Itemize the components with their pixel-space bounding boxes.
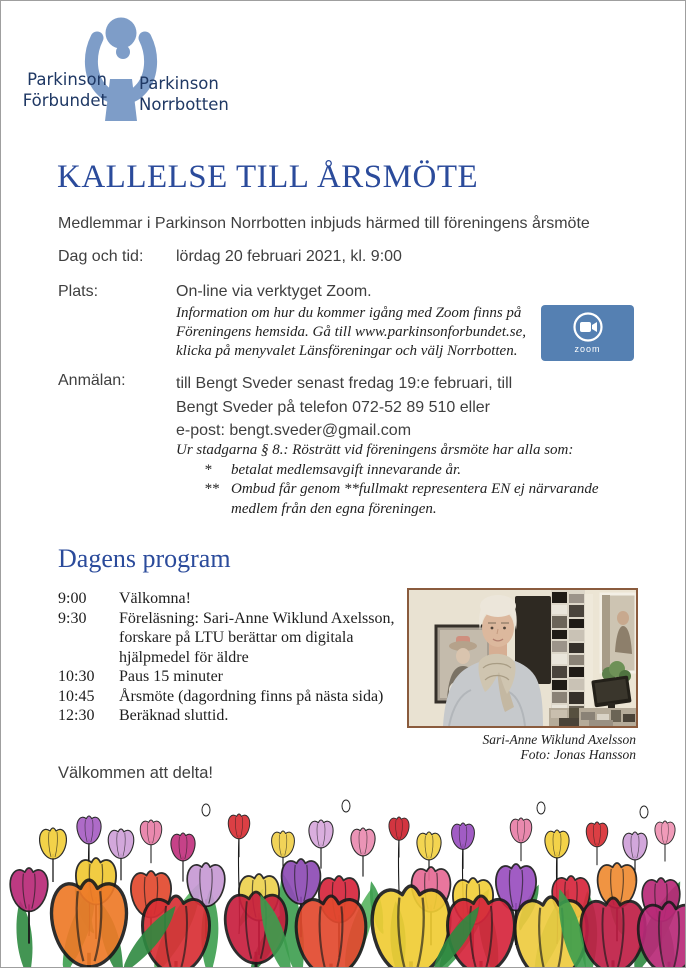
curtain — [551, 590, 585, 726]
program-time: 9:30 — [58, 609, 87, 627]
zoom-instructions-line2: Föreningens hemsida. Gå till www.parkinsonforbundet.se, — [176, 324, 526, 340]
statutes-item-text: betalat medlemsavgift innevarande år. — [231, 461, 461, 478]
photo-caption-name: Sari-Anne Wiklund Axelsson — [482, 732, 636, 747]
program-text: Paus 15 minuter — [119, 668, 223, 685]
signup-line2: Bengt Sveder på telefon 072-52 89 510 eller — [176, 398, 491, 416]
portrait-photo — [407, 588, 638, 728]
place-value: On-line via verktyget Zoom. — [176, 283, 372, 300]
logo-text-forbundet — [19, 69, 107, 111]
logo-left-line1: Parkinson — [27, 70, 107, 89]
signup-label: Anmälan: — [58, 372, 126, 389]
date-label: Dag och tid: — [58, 248, 144, 265]
program-row — [58, 589, 408, 609]
statutes-item — [204, 480, 628, 519]
zoom-instructions-line1: Information om hur du kommer igång med Zoom finns på — [176, 305, 522, 321]
program-row — [58, 667, 408, 687]
program-text: Beräknad sluttid. — [119, 707, 229, 724]
parkinson-logo — [19, 9, 251, 123]
signup-line3: e-post: bengt.sveder@gmail.com — [176, 422, 412, 439]
zoom-button-label: zoom — [574, 344, 601, 354]
program-time: 9:00 — [58, 590, 87, 607]
program-time: 12:30 — [58, 707, 95, 724]
closing-text: Välkommen att delta! — [58, 764, 213, 782]
statutes-item-marker: ** — [204, 481, 219, 497]
tulip-illustration — [1, 796, 686, 968]
logo-right-line2: Norrbotten — [139, 95, 229, 114]
statutes-excerpt — [176, 441, 628, 519]
logo-right-line1: Parkinson — [139, 74, 219, 93]
intro-text: Medlemmar i Parkinson Norrbotten inbjuds härmed till föreningens årsmöte — [58, 215, 590, 232]
program-row — [58, 609, 408, 668]
page-title: KALLELSE TILL ÅRSMÖTE — [57, 159, 479, 195]
statutes-item-marker: * — [204, 461, 212, 478]
photo-caption — [483, 732, 636, 762]
zoom-instructions — [176, 304, 556, 361]
program-text: Föreläsning: Sari-Anne Wiklund Axelsson, forskare på LTU berättar om digitala hjälpmedel för äldre — [119, 609, 395, 666]
logo-left-line2: Förbundet — [22, 91, 107, 110]
place-label: Plats: — [58, 283, 99, 300]
program-time: 10:30 — [58, 668, 95, 685]
statutes-intro: Ur stadgarna § 8.: Rösträtt vid föreningens årsmöte har alla som: — [176, 442, 574, 458]
statutes-item-text: Ombud får genom **fullmakt representera EN ej närvarande medlem från den egna föreningen. — [231, 481, 599, 517]
program-row — [58, 706, 408, 726]
monitor — [591, 675, 631, 707]
photo-caption-credit: Foto: Jonas Hansson — [520, 747, 636, 762]
mirror — [601, 594, 636, 672]
program-list — [58, 589, 408, 726]
program-row — [58, 687, 408, 707]
video-camera-icon — [571, 310, 605, 344]
signup-info — [176, 372, 512, 443]
program-text: Välkomna! — [119, 590, 191, 607]
zoom-instructions-line3: klicka på menyvalet Länsföreningar och välj Norrbotten. — [176, 343, 518, 359]
logo-text-norrbotten — [139, 73, 229, 115]
desk-clutter — [549, 708, 636, 726]
statutes-item — [204, 461, 628, 481]
zoom-app-button[interactable] — [541, 305, 634, 361]
program-time: 10:45 — [58, 687, 95, 705]
date-value: lördag 20 februari 2021, kl. 9:00 — [176, 248, 402, 265]
signup-line1: till Bengt Sveder senast fredag 19:e februari, till — [176, 375, 513, 392]
program-heading: Dagens program — [58, 544, 231, 573]
program-text: Årsmöte (dagordning finns på nästa sida) — [119, 687, 384, 705]
